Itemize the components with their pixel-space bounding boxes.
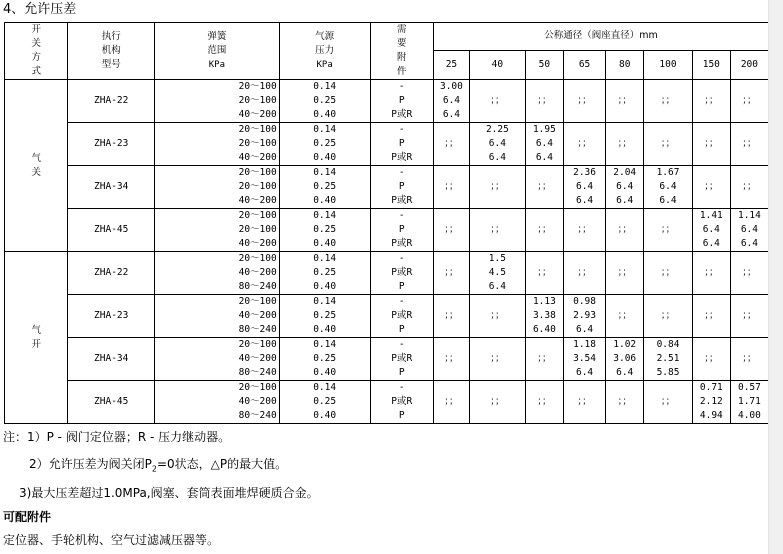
- accessory-cell: - P P或R: [370, 166, 433, 209]
- pressure-value-cell: ；；: [692, 80, 730, 123]
- header-air-pressure: 气源 压力 KPa: [279, 23, 370, 80]
- pressure-value-cell: 0.57 1.71 4.00: [730, 381, 768, 424]
- pressure-value-cell: ；；: [730, 295, 768, 338]
- accessory-cell: - P P或R: [370, 123, 433, 166]
- pressure-value-cell: ；；: [525, 381, 563, 424]
- spring-cell: 20～100 20～100 40～200: [155, 166, 280, 209]
- pressure-value-cell: 0.84 2.51 5.85: [644, 338, 693, 381]
- air-pressure-cell: 0.14 0.25 0.40: [279, 80, 370, 123]
- pressure-value-cell: ；；: [469, 295, 525, 338]
- pressure-value-cell: 1.14 6.4 6.4: [730, 209, 768, 252]
- air-pressure-cell: 0.14 0.25 0.40: [279, 381, 370, 424]
- pressure-value-cell: ；；: [606, 381, 644, 424]
- header-mode: 开 关 方 式: [5, 23, 68, 80]
- pressure-value-cell: ；；: [644, 80, 693, 123]
- pressure-value-cell: ；；: [525, 80, 563, 123]
- pressure-value-cell: ；；: [525, 252, 563, 295]
- section-heading: 4、允许压差: [3, 2, 77, 17]
- accessories-text: 定位器、手轮机构、空气过滤减压器等。: [3, 533, 220, 547]
- mode-cell: 气 关: [5, 80, 68, 252]
- accessory-cell: - P或R P: [370, 252, 433, 295]
- spring-cell: 20～100 40～200 80～240: [155, 381, 280, 424]
- pressure-value-cell: 2.36 6.4 6.4: [563, 166, 605, 209]
- spring-cell: 20～100 20～100 40～200: [155, 123, 280, 166]
- dn-header: 150: [692, 50, 730, 79]
- header-nominal-diameter: 公称通径（阀座直径）mm: [433, 23, 768, 51]
- pressure-value-cell: ；；: [469, 166, 525, 209]
- pressure-value-cell: 1.13 3.38 6.40: [525, 295, 563, 338]
- pressure-value-cell: ；；: [692, 295, 730, 338]
- pressure-value-cell: ；；: [606, 123, 644, 166]
- pressure-value-cell: ；；: [469, 381, 525, 424]
- table-row: [5, 381, 769, 424]
- header-model: 执行 机构 型号: [68, 23, 155, 80]
- pressure-value-cell: 1.41 6.4 6.4: [692, 209, 730, 252]
- pressure-value-cell: 1.02 3.06 6.4: [606, 338, 644, 381]
- note-1: 注：1）P - 阀门定位器；R - 压力继动器。: [3, 430, 231, 444]
- pressure-value-cell: ；；: [644, 295, 693, 338]
- model-cell: ZHA-45: [68, 209, 155, 252]
- pressure-value-cell: ；；: [433, 381, 469, 424]
- dn-header: 25: [433, 50, 469, 79]
- model-cell: ZHA-45: [68, 381, 155, 424]
- spring-cell: 20～100 40～200 80～240: [155, 338, 280, 381]
- pressure-value-cell: 2.04 6.4 6.4: [606, 166, 644, 209]
- model-cell: ZHA-34: [68, 338, 155, 381]
- table-row: [5, 252, 769, 295]
- pressure-value-cell: ；；: [563, 381, 605, 424]
- accessory-cell: - P P或R: [370, 80, 433, 123]
- dn-header: 200: [730, 50, 768, 79]
- air-pressure-cell: 0.14 0.25 0.40: [279, 209, 370, 252]
- pressure-value-cell: ；；: [563, 252, 605, 295]
- allowable-pressure-table: [4, 22, 769, 424]
- pressure-value-cell: ；；: [644, 123, 693, 166]
- pressure-value-cell: ；；: [692, 252, 730, 295]
- pressure-value-cell: 2.25 6.4 6.4: [469, 123, 525, 166]
- pressure-value-cell: ；；: [730, 252, 768, 295]
- dn-header: 65: [563, 50, 605, 79]
- spring-cell: 20～100 20～100 40～200: [155, 80, 280, 123]
- note-2: 2）允许压差为阀关闭$P_2=0$状态，△P的最大值。: [29, 457, 288, 474]
- table-row: [5, 166, 769, 209]
- pressure-value-cell: ；；: [730, 80, 768, 123]
- pressure-value-cell: ；；: [606, 252, 644, 295]
- table-row: [5, 295, 769, 338]
- note-3: 3)最大压差超过1.0MPa,阀塞、套筒表面堆焊硬质合金。: [19, 486, 319, 500]
- accessory-cell: - P或R P: [370, 295, 433, 338]
- pressure-value-cell: ；；: [644, 209, 693, 252]
- pressure-value-cell: ；；: [469, 338, 525, 381]
- air-pressure-cell: 0.14 0.25 0.40: [279, 252, 370, 295]
- dn-header: 40: [469, 50, 525, 79]
- pressure-value-cell: ；；: [644, 252, 693, 295]
- air-pressure-cell: 0.14 0.25 0.40: [279, 123, 370, 166]
- pressure-value-cell: ；；: [563, 209, 605, 252]
- air-pressure-cell: 0.14 0.25 0.40: [279, 295, 370, 338]
- pressure-value-cell: ；；: [606, 80, 644, 123]
- pressure-value-cell: ；；: [525, 166, 563, 209]
- vertical-scrollbar[interactable]: [768, 0, 783, 554]
- pressure-value-cell: 3.00 6.4 6.4: [433, 80, 469, 123]
- pressure-value-cell: 0.71 2.12 4.94: [692, 381, 730, 424]
- pressure-value-cell: 1.18 3.54 6.4: [563, 338, 605, 381]
- accessory-cell: - P P或R: [370, 209, 433, 252]
- pressure-value-cell: 1.67 6.4 6.4: [644, 166, 693, 209]
- table-row: [5, 338, 769, 381]
- accessory-cell: - P或R P: [370, 381, 433, 424]
- dn-header: 100: [644, 50, 693, 79]
- pressure-value-cell: ；；: [606, 295, 644, 338]
- pressure-value-cell: ；；: [563, 80, 605, 123]
- pressure-value-cell: ；；: [606, 209, 644, 252]
- pressure-value-cell: ；；: [433, 166, 469, 209]
- pressure-value-cell: ；；: [525, 338, 563, 381]
- pressure-value-cell: ；；: [433, 295, 469, 338]
- accessories-title: 可配附件: [3, 510, 52, 524]
- model-cell: ZHA-23: [68, 295, 155, 338]
- spring-cell: 20～100 40～200 80～240: [155, 252, 280, 295]
- header-spring-range: 弹簧 范围 KPa: [155, 23, 280, 80]
- model-cell: ZHA-23: [68, 123, 155, 166]
- air-pressure-cell: 0.14 0.25 0.40: [279, 338, 370, 381]
- dn-header: 50: [525, 50, 563, 79]
- pressure-value-cell: ；；: [692, 123, 730, 166]
- pressure-value-cell: 0.98 2.93 6.4: [563, 295, 605, 338]
- spring-cell: 20～100 40～200 80～240: [155, 295, 280, 338]
- pressure-value-cell: ；；: [730, 123, 768, 166]
- header-row: [5, 23, 769, 51]
- pressure-value-cell: ；；: [433, 209, 469, 252]
- pressure-value-cell: ；；: [563, 123, 605, 166]
- pressure-value-cell: ；；: [692, 338, 730, 381]
- pressure-value-cell: ；；: [730, 338, 768, 381]
- table-row: [5, 80, 769, 123]
- pressure-value-cell: ；；: [433, 123, 469, 166]
- pressure-value-cell: ；；: [469, 209, 525, 252]
- pressure-value-cell: ；；: [433, 252, 469, 295]
- header-accessory: 需 要 附 件: [370, 23, 433, 80]
- mode-cell: 气 开: [5, 252, 68, 424]
- pressure-value-cell: 1.95 6.4 6.4: [525, 123, 563, 166]
- table-row: [5, 209, 769, 252]
- model-cell: ZHA-22: [68, 80, 155, 123]
- pressure-value-cell: ；；: [433, 338, 469, 381]
- pressure-value-cell: ；；: [692, 166, 730, 209]
- air-pressure-cell: 0.14 0.25 0.40: [279, 166, 370, 209]
- pressure-value-cell: 1.5 4.5 6.4: [469, 252, 525, 295]
- pressure-value-cell: ；；: [469, 80, 525, 123]
- spring-cell: 20～100 20～100 40～200: [155, 209, 280, 252]
- pressure-value-cell: ；；: [525, 209, 563, 252]
- model-cell: ZHA-22: [68, 252, 155, 295]
- table-row: [5, 123, 769, 166]
- pressure-value-cell: ；；: [730, 166, 768, 209]
- pressure-value-cell: ；；: [644, 381, 693, 424]
- accessory-cell: - P或R P: [370, 338, 433, 381]
- dn-header: 80: [606, 50, 644, 79]
- model-cell: ZHA-34: [68, 166, 155, 209]
